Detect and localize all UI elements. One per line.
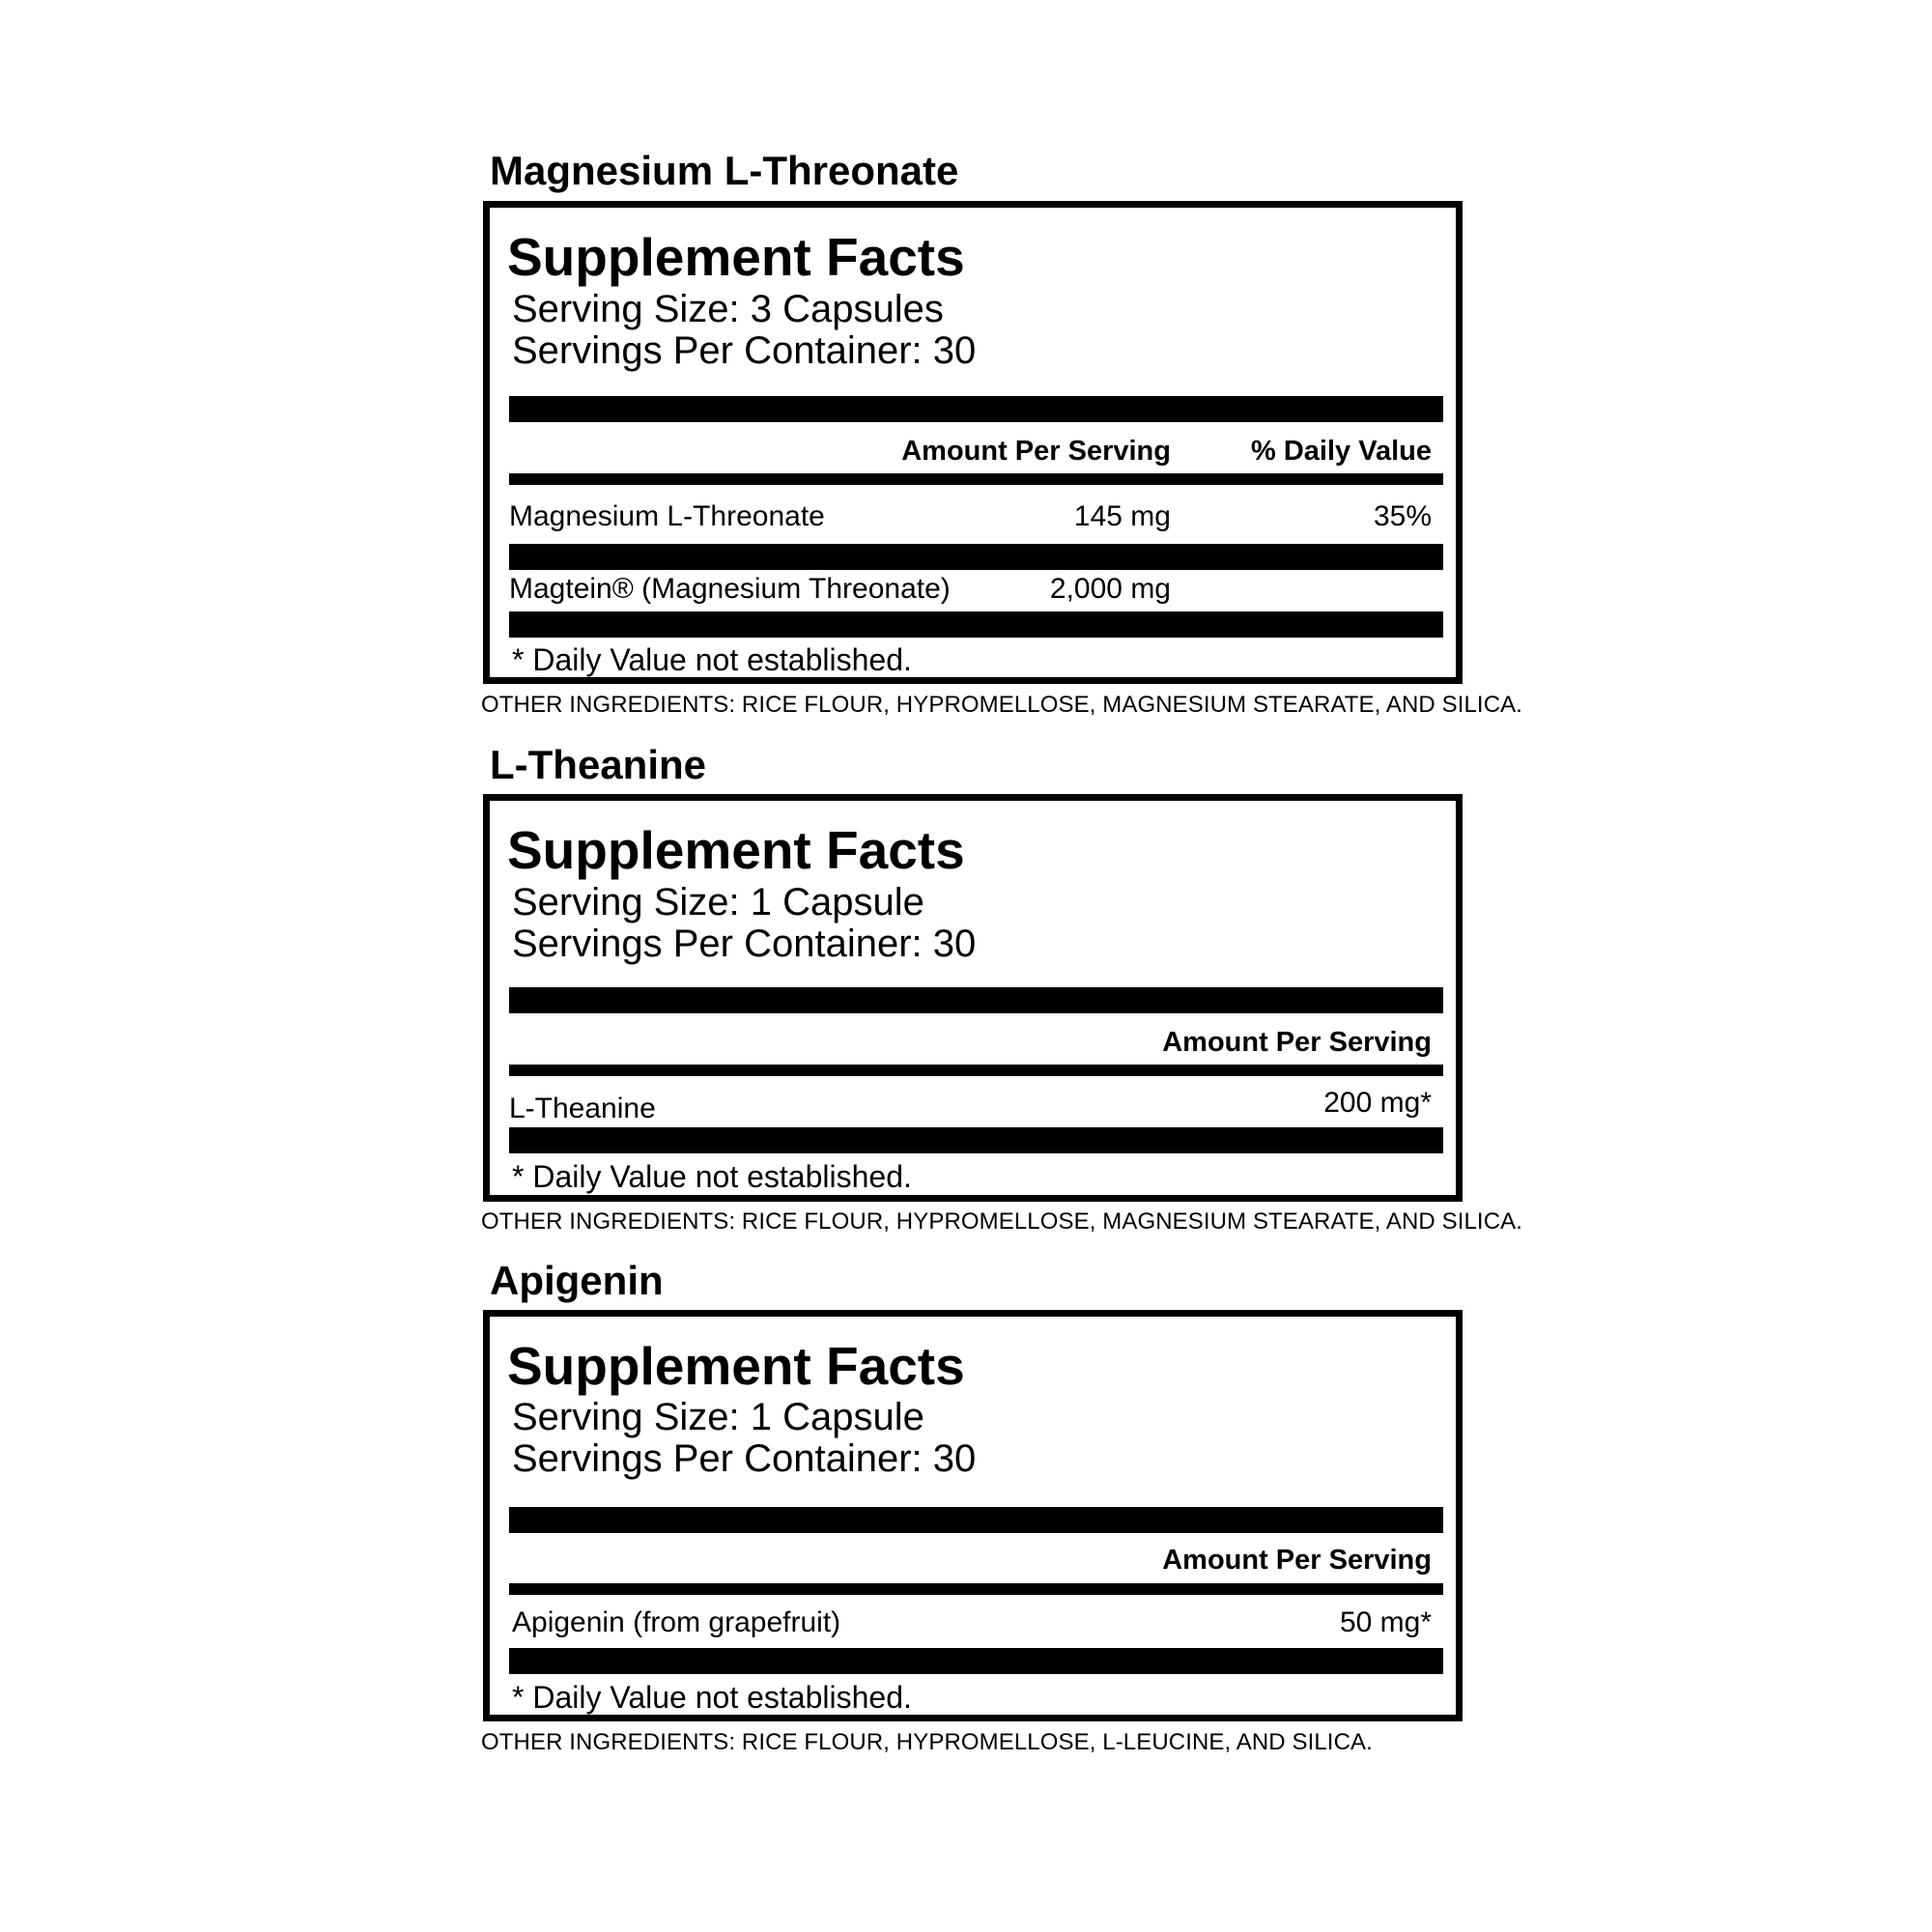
nutrient-daily-value: 35% [1373, 500, 1432, 532]
other-ingredients: OTHER INGREDIENTS: RICE FLOUR, HYPROMELLOSE, MAGNESIUM STEARATE, AND SILICA. [481, 692, 1523, 718]
nutrient-name: Apigenin (from grapefruit) [512, 1606, 841, 1638]
footnote: * Daily Value not established. [512, 642, 912, 677]
thin-divider [509, 1065, 1443, 1076]
supplement-facts-panel-l-theanine [483, 794, 1463, 1202]
nutrient-amount: 50 mg* [1339, 1606, 1432, 1638]
header-daily-value: % Daily Value [1251, 436, 1432, 467]
nutrient-name: L-Theanine [509, 1093, 656, 1124]
thin-divider [509, 473, 1443, 485]
product-name-magnesium: Magnesium L-Threonate [490, 148, 959, 193]
thick-divider [509, 396, 1443, 422]
thick-divider [509, 1127, 1443, 1153]
header-amount-per-serving: Amount Per Serving [1162, 1027, 1432, 1058]
product-name-l-theanine: L-Theanine [490, 742, 707, 787]
footnote: * Daily Value not established. [512, 1680, 912, 1715]
other-ingredients: OTHER INGREDIENTS: RICE FLOUR, HYPROMELLOSE, L-LEUCINE, AND SILICA. [481, 1729, 1373, 1755]
nutrient-name: Magnesium L-Threonate [509, 500, 825, 532]
thick-divider [509, 987, 1443, 1013]
thick-divider [509, 611, 1443, 638]
thick-divider [509, 1507, 1443, 1533]
servings-per-container: Servings Per Container: 30 [512, 1437, 977, 1480]
nutrient-amount: 145 mg [1073, 500, 1171, 532]
servings-per-container: Servings Per Container: 30 [512, 329, 977, 372]
other-ingredients: OTHER INGREDIENTS: RICE FLOUR, HYPROMELLOSE, MAGNESIUM STEARATE, AND SILICA. [481, 1208, 1523, 1235]
supplement-facts-title: Supplement Facts [507, 820, 965, 880]
supplement-facts-panel-magnesium [483, 201, 1463, 684]
footnote: * Daily Value not established. [512, 1159, 912, 1194]
supplement-facts-panel-apigenin [483, 1310, 1463, 1721]
thick-divider [509, 544, 1443, 570]
header-amount-per-serving: Amount Per Serving [901, 436, 1171, 467]
nutrient-amount: 2,000 mg [1049, 573, 1171, 605]
thin-divider [509, 1583, 1443, 1595]
serving-size: Serving Size: 3 Capsules [512, 288, 944, 330]
nutrient-name: Magtein® (Magnesium Threonate) [509, 573, 951, 605]
header-amount-per-serving: Amount Per Serving [1162, 1545, 1432, 1576]
product-name-apigenin: Apigenin [490, 1258, 664, 1303]
supplement-facts-title: Supplement Facts [507, 1336, 965, 1396]
nutrient-amount: 200 mg* [1323, 1087, 1432, 1119]
serving-size: Serving Size: 1 Capsule [512, 881, 924, 923]
thick-divider [509, 1648, 1443, 1674]
supplement-facts-title: Supplement Facts [507, 227, 965, 287]
serving-size: Serving Size: 1 Capsule [512, 1396, 924, 1438]
servings-per-container: Servings Per Container: 30 [512, 923, 977, 965]
